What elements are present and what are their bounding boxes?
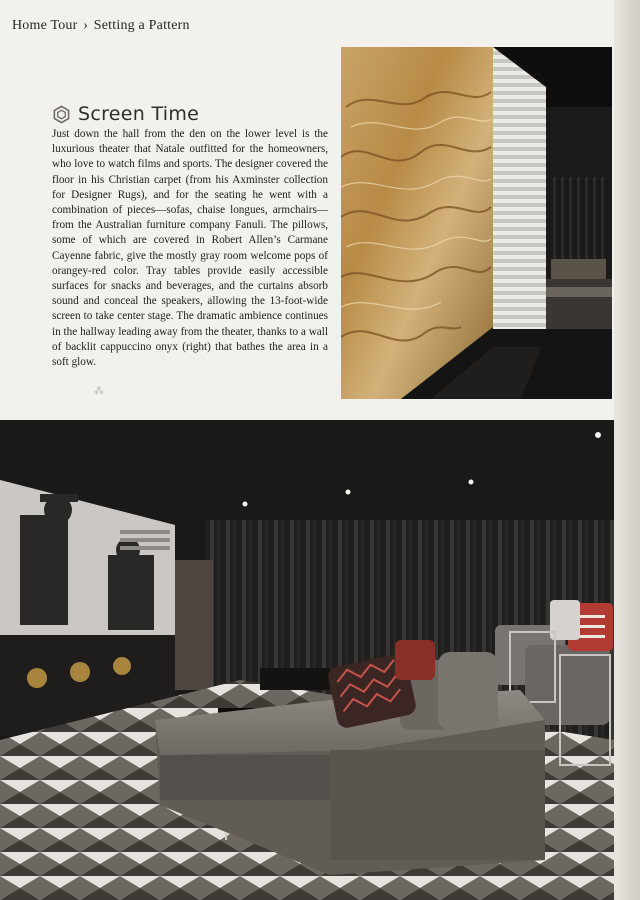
page-edge bbox=[614, 0, 640, 900]
theater-photo bbox=[0, 420, 614, 900]
breadcrumb-section: Home Tour bbox=[12, 18, 78, 33]
breadcrumb bbox=[12, 18, 190, 34]
hexagon-icon bbox=[52, 105, 71, 124]
breadcrumb-article: Setting a Pattern bbox=[93, 18, 190, 33]
section-title: Screen Time bbox=[78, 103, 200, 125]
article-body: Just down the hall from the den on the lower level is the luxurious theater that Natale outfitted for the homeowners, who love to watch films and sports. The designer covered the floor in his Christian carpet (from his Axminster collection for Designer Rugs), and for the seating he went with a combination of pieces—sofas, chaise longues, armchairs—from the Australian furniture company Fanuli. The pillows, some of which are covered in Robert Allen’s Carmane Cayenne fabric, give the mostly gray room welcome pops of orangey-red color. Tray tables provide easily accessible surfaces for snacks and beverages, and the curtains absorb sound and conceal the speakers, allowing the 13-foot-wide screen to take center stage. The dramatic ambience continues in the hallway leading away from the theater, thanks to a wall of backlit cappuccino onyx (right) that bathes the area in a soft glow. bbox=[52, 128, 328, 369]
breadcrumb-separator: › bbox=[83, 18, 89, 33]
onyx-hallway-photo bbox=[341, 47, 612, 399]
paper-mark: ⁂ bbox=[94, 386, 104, 397]
section-heading bbox=[52, 101, 199, 127]
